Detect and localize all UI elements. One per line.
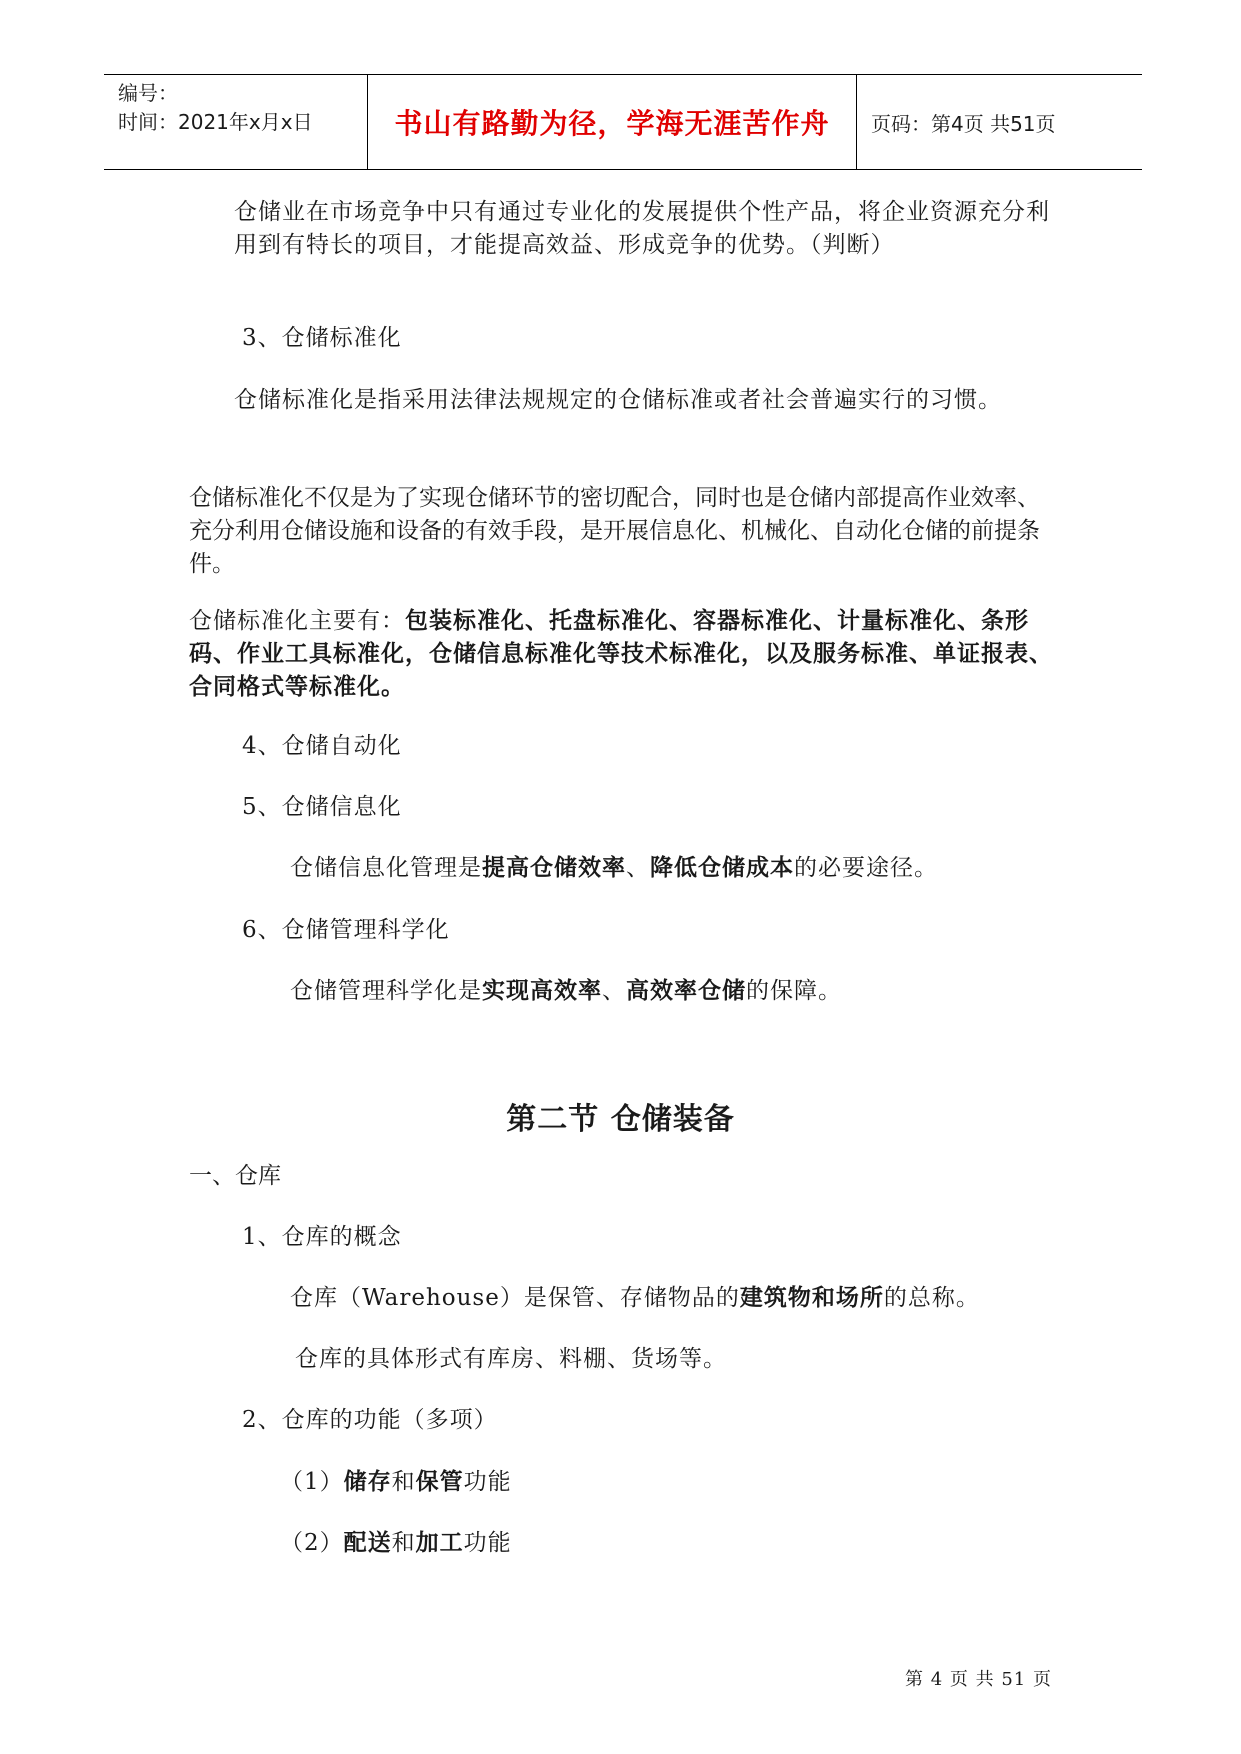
text-run: 功能	[463, 1469, 512, 1495]
paragraph-warehouse-def	[290, 1282, 980, 1315]
text-run: （1）	[280, 1469, 344, 1495]
header-page-info: 页码：第4页 共51页	[871, 111, 1056, 136]
bold-run: 建筑物和场所	[739, 1285, 884, 1311]
text-run: 和	[391, 1469, 416, 1495]
text-run: 、	[626, 855, 650, 881]
header-motto: 书山有路勤为径，学海无涯苦作舟	[368, 75, 857, 169]
item-1-heading: 1、仓库的概念	[242, 1224, 402, 1250]
bold-run: 高效率仓储	[626, 978, 746, 1004]
paragraph-scientific-management	[290, 975, 842, 1008]
item-5-heading: 5、仓储信息化	[242, 794, 402, 820]
item-6-heading: 6、仓储管理科学化	[242, 917, 450, 943]
function-2	[280, 1527, 512, 1560]
bold-run: 储存	[343, 1469, 392, 1495]
types-list: 包装标准化、托盘标准化、容器标准化、计量标准化、条形码、作业工具标准化，仓储信息标准化等技术标准化，以及服务标准、单证报表、合同格式等标准化。	[189, 608, 1053, 700]
bold-run: 降低仓储成本	[650, 855, 794, 881]
text-run: 的必要途径。	[794, 855, 938, 881]
text-run: 的总称。	[883, 1285, 980, 1311]
page-header	[104, 74, 1142, 170]
page-footer: 第 4 页 共 51 页	[905, 1669, 1052, 1690]
item-2-heading: 2、仓库的功能（多项）	[242, 1407, 498, 1433]
paragraph-informatization	[290, 852, 938, 885]
bold-run: 加工	[415, 1530, 464, 1556]
paragraph-standardization-def: 仓储标准化是指采用法律法规规定的仓储标准或者社会普遍实行的习惯。	[234, 387, 1002, 413]
text-run: 和	[391, 1530, 416, 1556]
time-label: 时间：2021年x月x日	[118, 110, 313, 134]
types-lead: 仓储标准化主要有：	[189, 608, 405, 634]
paragraph-specialization: 仓储业在市场竞争中只有通过专业化的发展提供个性产品，将企业资源充分利用到有特长的项目，才能提高效益、形成竞争的优势。（判断）	[234, 199, 1050, 258]
text-run: 功能	[463, 1530, 512, 1556]
section-title: 第二节 仓储装备	[506, 1102, 735, 1137]
header-meta	[104, 75, 368, 169]
text-run: 仓库（Warehouse）是保管、存储物品的	[290, 1285, 740, 1311]
serial-label: 编号：	[118, 81, 178, 105]
bold-run: 保管	[415, 1469, 464, 1495]
paragraph-standardization-purpose: 仓储标准化不仅是为了实现仓储环节的密切配合，同时也是仓储内部提高作业效率、充分利用仓储设施和设备的有效手段，是开展信息化、机械化、自动化仓储的前提条件。	[189, 485, 1040, 577]
text-run: 、	[602, 978, 626, 1004]
text-run: 仓储管理科学化是	[290, 978, 482, 1004]
text-run: （2）	[280, 1530, 344, 1556]
bold-run: 实现高效率	[482, 978, 602, 1004]
bold-run: 配送	[343, 1530, 392, 1556]
text-run: 仓储信息化管理是	[290, 855, 482, 881]
function-1	[280, 1466, 512, 1499]
subsection-warehouse: 一、仓库	[189, 1163, 281, 1189]
item-3-heading: 3、仓储标准化	[242, 325, 402, 351]
paragraph-warehouse-forms: 仓库的具体形式有库房、料棚、货场等。	[295, 1346, 727, 1372]
item-4-heading: 4、仓储自动化	[242, 733, 402, 759]
bold-run: 提高仓储效率	[482, 855, 626, 881]
paragraph-standardization-types	[189, 605, 1059, 704]
text-run: 的保障。	[746, 978, 842, 1004]
